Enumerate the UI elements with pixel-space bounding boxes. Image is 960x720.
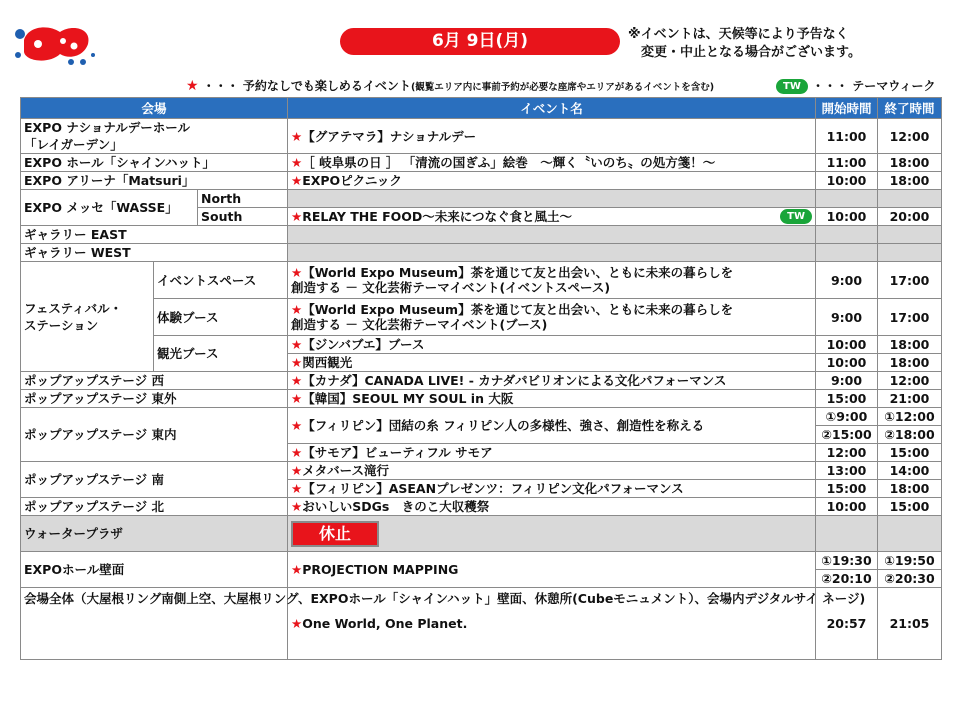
start-time: 20:57 — [816, 588, 878, 660]
end-time: ②20:30 — [878, 570, 942, 588]
event-cell: ★【フィリピン】団結の糸 フィリピン人の多様性、強さ、創造性を称える — [288, 408, 816, 444]
notice-text: ※イベントは、天候等により予告なく 変更・中止となる場合がございます。 — [628, 27, 861, 60]
start-time: ①9:00 — [816, 408, 878, 426]
start-time: 10:00 — [816, 354, 878, 372]
end-time: 17:00 — [878, 299, 942, 336]
venue-cell: 会場全体（大屋根リング南側上空、大屋根リング、EXPOホール「シャインハット」壁面、休憩所(Cubeモニュメント）、会場内デジタルサイ ネージ) — [21, 588, 288, 660]
event-cell: ★メタバース滝行 — [288, 462, 816, 480]
venue-cell: ポップアップステージ 南 — [21, 462, 288, 498]
table-row — [21, 190, 942, 208]
venue-cell: EXPO ナショナルデーホール 「レイガーデン」 — [21, 119, 288, 154]
end-time-empty — [878, 244, 942, 262]
start-time: 11:00 — [816, 154, 878, 172]
table-row — [21, 498, 942, 516]
start-time: 9:00 — [816, 262, 878, 299]
end-time: 20:00 — [878, 208, 942, 226]
event-cell: ★［ 岐阜県の日 ］ 「清流の国ぎふ」絵巻 ～輝く〝いのち〟の処方箋！～ — [288, 154, 816, 172]
table-row — [21, 408, 942, 426]
end-time: 21:05 — [878, 588, 942, 660]
star-icon: ★ — [291, 355, 303, 370]
star-icon: ★ — [291, 265, 303, 280]
legend — [186, 77, 946, 95]
sub-venue: 体験ブース — [154, 299, 288, 336]
event-cell: ★PROJECTION MAPPING — [288, 552, 816, 588]
table-row — [21, 390, 942, 408]
table-row — [21, 154, 942, 172]
start-time: 15:00 — [816, 390, 878, 408]
end-time: 12:00 — [878, 372, 942, 390]
end-time-empty — [878, 226, 942, 244]
start-time: ②15:00 — [816, 426, 878, 444]
event-cell: ★One World, One Planet. — [288, 588, 816, 660]
star-icon: ★ — [291, 499, 303, 514]
table-row — [21, 262, 942, 299]
star-icon: ★ — [291, 155, 303, 170]
start-time: 13:00 — [816, 462, 878, 480]
star-icon: ★ — [291, 481, 303, 496]
star-icon: ★ — [291, 562, 303, 577]
star-icon: ★ — [291, 418, 303, 433]
table-header — [21, 98, 942, 119]
star-icon: ★ — [291, 463, 303, 478]
sub-venue-north: North — [198, 190, 288, 208]
table-row — [21, 172, 942, 190]
star-icon: ★ — [291, 302, 303, 317]
star-icon: ★ — [186, 78, 199, 94]
sub-venue: イベントスペース — [154, 262, 288, 299]
tw-badge: TW — [780, 209, 812, 224]
venue-cell: EXPO ホール「シャインハット」 — [21, 154, 288, 172]
table-row — [21, 299, 942, 336]
event-cell: ★RELAY THE FOOD～未来につなぐ食と風土～ TW — [288, 208, 816, 226]
expo-logo — [14, 22, 94, 66]
start-time-empty — [816, 190, 878, 208]
star-icon: ★ — [291, 373, 303, 388]
table-row — [21, 552, 942, 570]
event-cell: ★おいしいSDGs きのこ大収穫祭 — [288, 498, 816, 516]
star-icon: ★ — [291, 128, 303, 144]
venue-cell: ポップアップステージ 北 — [21, 498, 288, 516]
end-time: 18:00 — [878, 354, 942, 372]
venue-cell: EXPO アリーナ「Matsuri」 — [21, 172, 288, 190]
start-time: 9:00 — [816, 299, 878, 336]
table-row — [21, 516, 942, 552]
event-cell: ★【World Expo Museum】茶を通じて友と出会い、ともに未来の暮らしを 創造する － 文化芸術テーマイベント(イベントスペース) — [288, 262, 816, 299]
start-time: 10:00 — [816, 336, 878, 354]
start-time: ②20:10 — [816, 570, 878, 588]
end-time: ②18:00 — [878, 426, 942, 444]
closed-badge: 休止 — [291, 521, 379, 547]
event-cell: ★【フィリピン】ASEANプレゼンツ：フィリピン文化パフォーマンス — [288, 480, 816, 498]
end-time: 15:00 — [878, 444, 942, 462]
start-time-empty — [816, 226, 878, 244]
end-time: 12:00 — [878, 119, 942, 154]
table-row — [21, 244, 942, 262]
start-time: 9:00 — [816, 372, 878, 390]
venue-cell: ギャラリー EAST — [21, 226, 288, 244]
start-time: 11:00 — [816, 119, 878, 154]
event-cell — [288, 516, 816, 552]
event-cell: ★【サモア】ビューティフル サモア — [288, 444, 816, 462]
col-venue: 会場 — [21, 98, 288, 119]
col-end: 終了時間 — [878, 98, 942, 119]
table-row — [21, 462, 942, 480]
end-time: 18:00 — [878, 336, 942, 354]
event-cell: ★【World Expo Museum】茶を通じて友と出会い、ともに未来の暮らしを 創造する － 文化芸術テーマイベント(ブース) — [288, 299, 816, 336]
end-time: 18:00 — [878, 172, 942, 190]
venue-cell: ポップアップステージ 東内 — [21, 408, 288, 462]
event-cell-empty — [288, 226, 816, 244]
end-time: 21:00 — [878, 390, 942, 408]
start-time: ①19:30 — [816, 552, 878, 570]
end-time: 18:00 — [878, 154, 942, 172]
start-time-empty — [816, 516, 878, 552]
star-icon: ★ — [291, 173, 303, 188]
event-cell: ★【カナダ】CANADA LIVE! - カナダパビリオンによる文化パフォーマンス — [288, 372, 816, 390]
event-cell: ★【韓国】SEOUL MY SOUL in 大阪 — [288, 390, 816, 408]
table-row — [21, 588, 942, 660]
end-time: ①19:50 — [878, 552, 942, 570]
sub-venue: 観光ブース — [154, 336, 288, 372]
date-banner: 6月 9日(月) — [340, 28, 620, 55]
start-time: 12:00 — [816, 444, 878, 462]
col-start: 開始時間 — [816, 98, 878, 119]
table-row — [21, 336, 942, 354]
star-icon: ★ — [291, 209, 303, 224]
tw-badge: TW — [776, 79, 808, 94]
end-time: ①12:00 — [878, 408, 942, 426]
legend-star-note: (観覧エリア内に事前予約が必要な座席やエリアがあるイベントを含む) — [410, 82, 715, 93]
end-time: 14:00 — [878, 462, 942, 480]
venue-cell: ポップアップステージ 東外 — [21, 390, 288, 408]
end-time-empty — [878, 190, 942, 208]
start-time: 10:00 — [816, 172, 878, 190]
end-time-empty — [878, 516, 942, 552]
end-time: 18:00 — [878, 480, 942, 498]
legend-tw-text: ・・・ テーマウィーク — [812, 79, 936, 93]
venue-cell: ポップアップステージ 西 — [21, 372, 288, 390]
legend-star-text: ・・・ 予約なしでも楽しめるイベント — [202, 79, 411, 93]
event-cell: ★【ジンバブエ】ブース — [288, 336, 816, 354]
schedule-table — [20, 97, 942, 660]
start-time: 10:00 — [816, 498, 878, 516]
start-time: 15:00 — [816, 480, 878, 498]
star-icon: ★ — [291, 445, 303, 460]
end-time: 15:00 — [878, 498, 942, 516]
venue-cell: フェスティバル・ ステーション — [21, 262, 154, 372]
event-cell-empty — [288, 244, 816, 262]
star-icon: ★ — [291, 391, 303, 406]
event-cell: ★関西観光 — [288, 354, 816, 372]
sub-venue-south: South — [198, 208, 288, 226]
start-time-empty — [816, 244, 878, 262]
start-time: 10:00 — [816, 208, 878, 226]
table-row — [21, 119, 942, 154]
star-icon: ★ — [291, 616, 303, 631]
end-time: 17:00 — [878, 262, 942, 299]
event-cell: ★【グアテマラ】ナショナルデー — [288, 119, 816, 154]
star-icon: ★ — [291, 337, 303, 352]
table-row — [21, 226, 942, 244]
col-event: イベント名 — [288, 98, 816, 119]
event-cell-empty — [288, 190, 816, 208]
venue-cell: EXPO メッセ「WASSE」 — [21, 190, 198, 226]
venue-cell: ギャラリー WEST — [21, 244, 288, 262]
table-row — [21, 372, 942, 390]
venue-cell: EXPOホール壁面 — [21, 552, 288, 588]
event-cell: ★EXPOピクニック — [288, 172, 816, 190]
venue-cell: ウォータープラザ — [21, 516, 288, 552]
